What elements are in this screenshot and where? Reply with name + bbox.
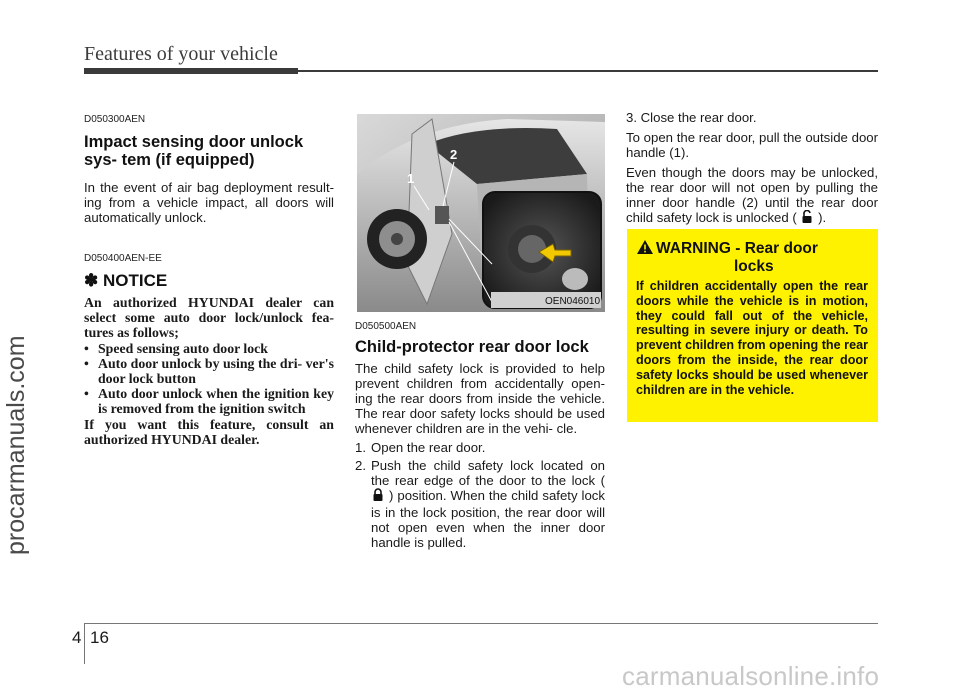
notice-item: • Speed sensing auto door lock [84, 341, 334, 356]
section-heading: Impact sensing door unlock sys- tem (if equipped) [84, 133, 304, 169]
notice-code: D050400AEN-EE [84, 253, 162, 264]
warning-subtitle-2: locks [734, 258, 774, 275]
warning-subtitle: - Rear door [735, 240, 818, 257]
notice-symbol-icon: ✽ [84, 271, 99, 290]
side-watermark: procarmanuals.com [2, 335, 30, 555]
step-text-cont: ) position. When the child safety lock is in the lock position, the rear door will not open even when the inner door handle is pulled. [371, 488, 605, 551]
notice-item: • Auto door unlock by using the dri- ver's door lock button [84, 356, 334, 386]
step-text: Open the rear door. [371, 440, 486, 455]
section-code: D050300AEN [84, 114, 146, 125]
left-column [84, 114, 334, 447]
notice-heading [84, 271, 334, 291]
callout-2: 2 [450, 147, 458, 162]
right-paragraph-2-text: Even though the doors may be unlocked, the rear door will not open by pulling the inner door handle (2) until the rear door child safety lock is unlocked ( [626, 165, 878, 225]
right-column [626, 110, 878, 227]
unlock-icon [800, 210, 814, 227]
figure-caption: OEN046010 [545, 296, 601, 307]
right-paragraph-1: To open the rear door, pull the outside door handle (1). [626, 130, 878, 160]
footer-rule [84, 623, 878, 624]
step-text: Push the child safety lock located on the rear edge of the door to the lock ( [371, 458, 605, 488]
warning-label: WARNING [656, 240, 731, 257]
notice-item: • Auto door unlock when the ignition key is removed from the ignition switch [84, 386, 334, 416]
callout-1: 1 [407, 171, 415, 186]
step-number: 1. [355, 440, 366, 455]
steps-list [355, 440, 605, 550]
notice-list [84, 341, 334, 417]
car-door-figure [357, 114, 605, 312]
chapter-number: 4 [72, 628, 82, 647]
step-number: 2. [355, 458, 366, 473]
warning-text: If children accidentally open the rear doors while the vehicle is in motion, they could fall out of the vehicle, resulting in severe injury or death. To prevent children from opening the rear doors from the inside, the rear door safety locks should be used whenever children are in the vehicle. [636, 279, 868, 397]
notice-label: NOTICE [102, 271, 168, 290]
header-rule [298, 70, 878, 72]
right-paragraph-2-end: ). [818, 210, 827, 225]
step-item [355, 458, 605, 550]
notice-outro: If you want this feature, consult an authorized HYUNDAI dealer. [84, 416, 334, 447]
footer-divider [84, 624, 85, 664]
notice-intro: An authorized HYUNDAI dealer can select some auto door lock/unlock fea- tures as follows; [84, 295, 334, 341]
warning-title [656, 240, 818, 258]
right-paragraph-2 [626, 165, 878, 227]
site-watermark: carmanualsonline.info [622, 661, 880, 691]
step-item [355, 440, 605, 455]
header-bar [84, 68, 298, 74]
page-number: 16 [90, 628, 109, 647]
warning-triangle-icon [636, 239, 654, 255]
middle-column [355, 321, 605, 550]
step-3: 3. Close the rear door. [626, 110, 757, 125]
section-code: D050500AEN [355, 321, 417, 332]
page-header-title: Features of your vehicle [84, 43, 278, 65]
section-paragraph: The child safety lock is provided to help prevent children from accidentally open- ing the rear doors from inside the vehicle. The rear door safety locks should be used whenever children are in the vehi- cle. [355, 361, 605, 436]
section-heading: Child-protector rear door lock [355, 338, 589, 356]
section-paragraph: In the event of air bag deployment result- ing from a vehicle impact, all doors will automatically unlock. [84, 180, 334, 225]
lock-icon [371, 488, 385, 505]
